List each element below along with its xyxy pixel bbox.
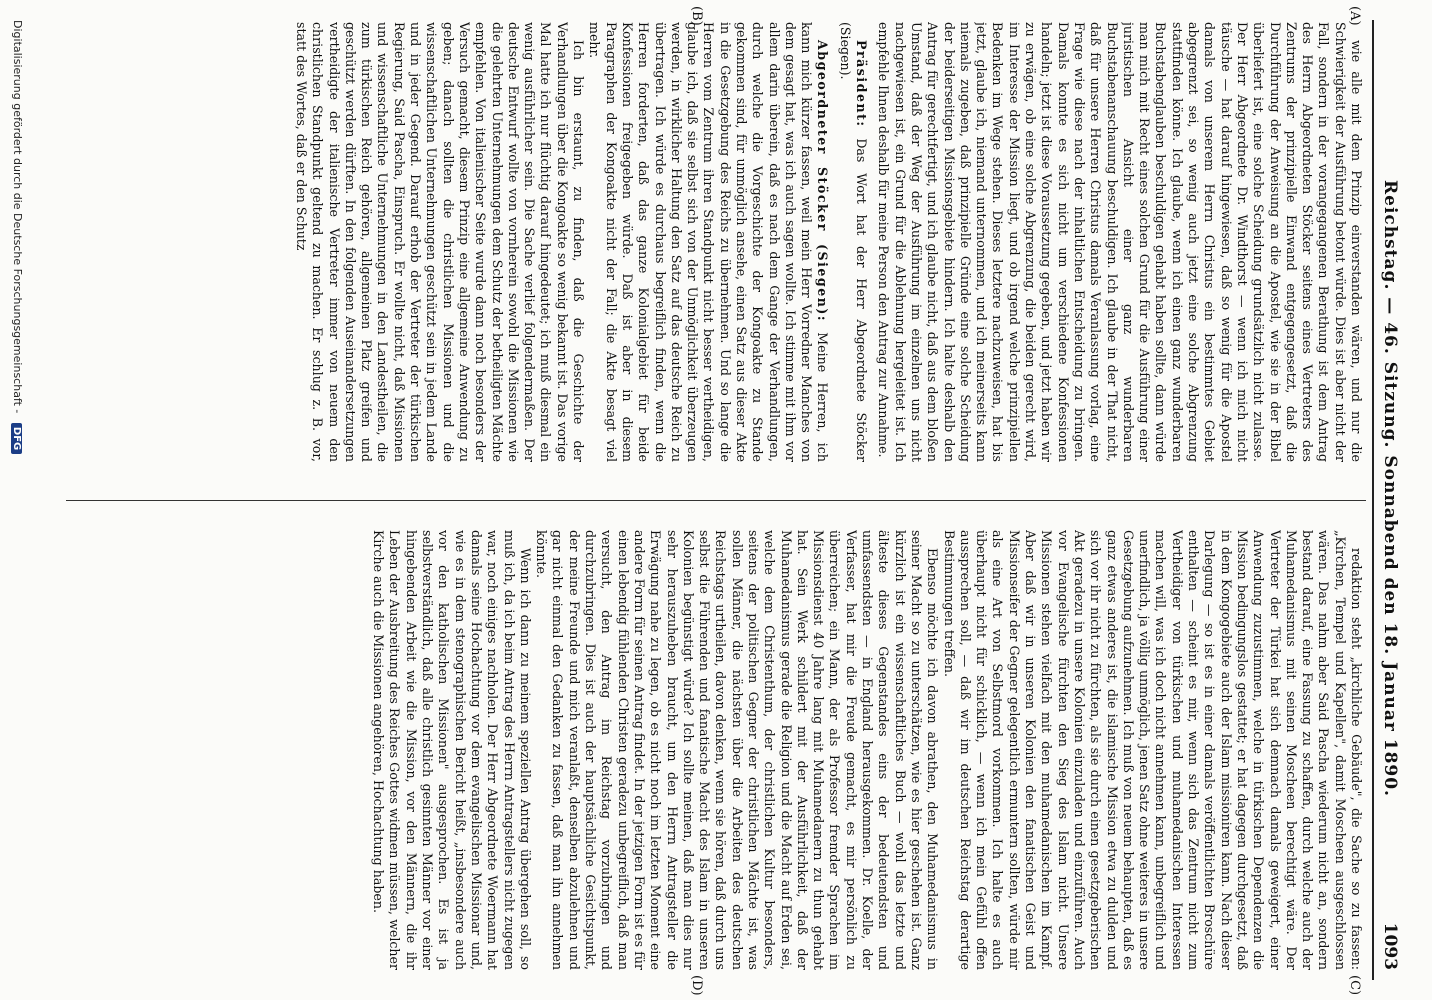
speaker-text: Meine Herren, ich kann mich kürzer fassen, weil mein Herr Vorredner Manches von dem gesagt hat, was ich auch sagen wollte. Ich stimme mit ihm vor allem darin überein, daß es nach dem Gange der Verhandlungen, durch welche die Vorgeschichte der Kongoakte zu Stande gekommen sind, für unmöglich ansehe, einen Satz aus dieser Akte in die Gesetzgebung des Reichs zu übernehmen. Und so lange die Herren vom Zentrum ihren Standpunkt nicht besser vertheidigen, glaube ich, daß sie selbst sich von der Unmöglichkeit überzeugen werden, in wirklicher Haltung den Satz auf das deutsche Reich zu übertragen. Ich würde es durchaus begreiflich finden, wenn die Herren forderten, daß das ganze Kolonialgebiet für beide Konfessionen freigegeben würde. Daß ist aber in diesem Paragraphen der Kongoakte nicht der Fall; die Akte besagt viel mehr. bbox=[587, 22, 831, 462]
page-number: 1093 bbox=[1380, 922, 1400, 970]
margin-mark-a: (A) bbox=[1347, 6, 1362, 26]
running-title: Reichstag. — 46. Sitzung. Sonnabend den 18. Januar 1890. bbox=[1380, 180, 1400, 797]
page-header bbox=[1374, 20, 1404, 980]
paragraph: Wenn ich dann zu meinem speziellen Antrag übergehen soll, so muß ich, da ich beim Antrag des Herrn Antragstellers nicht zugegen war, noch einiges nachholen. Der Herr Abgeordnete Woermann hat damals seine Hochachtung vor dem evangelischen Missionar und, wie es in dem stenographischen Bericht heißt, „insbesondere auch vor den katholischen Missionen" ausgesprochen. Es ist ja selbstverständlich, daß alle christlich gesinnten Männer vor einer hingebenden Arbeit wie die Mission, vor den Männern, die ihr Leben der Ausbreitung des Reiches Gottes widmen müssen, welcher Kirche auch die Missionen angehören, Hochachtung haben. bbox=[371, 530, 533, 970]
column-divider bbox=[66, 500, 1366, 501]
speaker-paragraph bbox=[837, 22, 870, 462]
dfg-logo: DFG bbox=[11, 423, 22, 454]
speaker-name: Abgeordneter Stöcker (Siegen): bbox=[815, 40, 831, 322]
right-column bbox=[74, 530, 1364, 970]
paragraph: Ebenso möchte ich davon abrathen, den Muhamedanismus in seiner Macht so zu unterschätzen, wie es hier geschehen ist. Ganz kürzlich ist ein wissenschaftliches Buch — wohl das letzte und älteste dieses Gegenstandes eins der bedeutendsten und umfassendsten — in England herausgekommen. Dr. Koelle, der Verfasser, hat mir die Freude gemacht, es mir persönlich zu überreichen; ein Mann, der als Professor fremder Sprachen im Missionsdienst 40 Jahre lang mit Muhamedanern zu thun gehabt hat. Sein Werk schildert mit der Ausführlichkeit, daß der Muhamedanismus gerade die Religion und die Macht auf Erden sei, welche dem Christenthum, der christlichen Kultur besonders, seitens der politischen Gegner der christlichen Mächte ist, was sollen Männer, die nächsten über die Arbeiten des deutschen Reichstags urtheilen, davon denken, wenn sie hören, daß durch uns selbst die Führenden und fanatische Macht des Islam in unseren Kolonien begünstigt würde? Ich sollte meinen, daß man dies nur sehr herauszuheben braucht, um den Herrn Antragsteller die Erwägung nahe zu legen, ob es nicht noch im letzten Moment eine andere Form für seinen Antrag findet. In der jetzigen Form ist es für einen lebendig fühlenden Christen geradezu unbegreiflich, daß man versucht, den Antrag im Reichstag vorzubringen und durchzubringen. Dies ist auch der hauptsächliche Gesichtspunkt, der meine Freunde und mich veranlaßt, denselben abzulehnen und gar nicht einmal den Gedanken zu fassen, daß man ihn annehmen könnte. bbox=[534, 530, 941, 970]
paragraph: redaktion steht „kirchliche Gebäude", die Sache so zu fassen: „Kirchen, Tempel und Kapellen", damit Moscheen ausgeschlossen wären. Das nahm aber Said Pascha wiederum nicht an, sondern bestand darauf, eine Fassung zu schaffen, durch welche auch der Muhamedanismus mit seinen Moscheen berechtigt wäre. Der Vertreter der Türkei hat sich demnach damals geweigert, einer Anwendung zuzustimmen, welche in türkischen Dependenzen die Mission bedingungslos gestattet; er hat dagegen durchgesetzt, daß in dem Kongogebiete auch der Islam missioniren kann. Nach dieser Darlegung — so ist es in einer damals veröffentlichten Broschüre enthalten — scheint es mir, wenn sich das Zentrum nicht zum Vertheidiger von türkischen und muhamedanischen Interessen machen will, was ich doch nicht annehmen kann, unbegreiflich und unerfindlich, ja völlig unmöglich, jenen Satz ohne weiteres in unsere Gesetzgebung aufzunehmen. Ich muß von neuem behaupten, daß es ganz etwas anderes ist, die islamische Mission etwa zu dulden und sich vor ihr nicht zu fürchten, als sie durch einen gesetzgeberischen Akt geradezu in unsere Kolonien einzuladen und einzuführen. Auch vor Evangelische fürchten den Sieg des Islam nicht. Unsere Missionen stehen vielfach mit den muhamedanischen im Kampf. Aber daß wir in unseren Kolonien den fanatischen Geist und Missionseifer der Gegner gelegentlich ermuntern sollten, würde mir als eine Art von Selbstmord vorkommen. Ich halte es auch überhaupt nicht für schicklich, — wenn ich mein Gefühl offen aussprechen soll, — daß wir im deutschen Reichstag derartige Bestimmungen treffen. bbox=[941, 530, 1364, 970]
paragraph: Ich bin erstaunt, zu finden, daß die Geschichte der Verhandlungen über die Kongoakte so wenig bekannt ist. Das vorige Mal hatte ich nur flüchtig darauf hingedeutet; ich muß diesmal ein wenig ausführlicher sein. Die Sache verlief folgendermaßen. Der deutsche Entwurf wollte von vornherein sowohl die Missionen wie die gelehrten Unternehmungen dem Schutz der betheiligten Mächte empfehlen. Von italienischer Seite wurde dann noch besonders der Versuch gemacht, diesem Prinzip eine allgemeine Anwendung zu geben; danach sollten die christlichen Missionen und die wissenschaftlichen Unternehmungen geschützt sein in jedem Lande und in jeder Gegend. Darauf erhob der Vertreter der türkischen Regierung, Said Pascha, Einspruch. Er wollte nicht, daß Missionen und wissenschaftliche Unternehmungen in den Landestheilen, die zum türkischen Reich gehören, allgemeinen Platz greifen und geschützt werden dürften. In den folgenden Auseinandersetzungen vertheidigte der italienische Vertreter immer von neuem den christlichen Standpunkt geltend zu machen. Er schlug z. B. vor, statt des Wortes, daß er den Schutz bbox=[294, 22, 587, 462]
speaker-paragraph bbox=[586, 22, 830, 462]
digitization-note: Digitalisierung gefördert durch die Deutsche Forschungsgemeinschaft - bbox=[11, 20, 24, 414]
margin-mark-c: (C) bbox=[1347, 975, 1362, 996]
margin-mark-d: (D) bbox=[689, 975, 704, 996]
paragraph: wie alle mit dem Prinzip einverstanden wären, und nur die Schwierigkeit der Ausführung betont würde. Dies ist aber nicht der Fall, sondern in der vorangegangenen Berathung ist dem Antrag des Herrn Abgeordneten Stöcker seitens eines Vertreters des Zentrums der prinzipielle Einwand entgegengesetzt, daß die Durchführung der Anweisung an die Apostel, wie sie in der Bibel überliefert ist, eine solche Scheidung grundsätzlich nicht zulasse. Der Herr Abgeordnete Dr. Windthorst — wenn ich mich nicht täusche — hat darauf hingewiesen, daß so wenig für die Apostel damals von unserem Herrn Christus ein bestimmtes Gebiet abgegrenzt sei, so wenig auch jetzt eine solche Abgrenzung stattfinden könne. Ich glaube, wenn ich einen ganz wunderbaren Buchstabenglauben beschuldigen gehabt haben sollte, dann würde man mich mit Recht eines solchen Grund für die Ausführung einer juristischen Ansicht einer ganz wunderbaren Buchstabenanschauung beschuldigen. Ich glaube in der That nicht, daß für unsere Herren Christus damals Veranlassung vorlag, eine Frage wie diese nach der inhaltlichen Entscheidung zu bringen. Damals konnte es sich nicht um verschiedene Konfessionen handeln; jetzt ist diese Voraussetzung gegeben, und jetzt haben wir zu erwägen, ob eine solche Abgrenzung, die beiden gerecht wird, im Interesse der Mission liegt, und ob irgend welche prinzipiellen Bedenken im Wege stehen. Dieses letztere nachzuweisen, hat bis jetzt, glaube ich, niemand unternommen, und ich meinerseits kann niemals zugeben, daß prinzipielle Gründe eine solche Scheidung der beiderseitigen Missionsgebiete hindern. Ich halte deshalb den Antrag für gerechtfertigt, und ich glaube nicht, daß aus dem bloßen Umstand, daß der Weg der Ausführung im einzelnen uns nicht nachgewiesen ist, ein Grund für die Ablehnung hergeleitet ist. Ich empfehle Ihnen deshalb für meine Person den Antrag zur Annahme. bbox=[876, 22, 1364, 462]
digitization-footer bbox=[11, 20, 24, 980]
speaker-text: Das Wort hat der Herr Abgeordnete Stöcker (Siegen). bbox=[837, 22, 870, 462]
speaker-name: Präsident: bbox=[854, 40, 870, 128]
header-rule bbox=[1372, 20, 1374, 980]
left-column bbox=[74, 22, 1364, 462]
margin-mark-b: (B) bbox=[689, 6, 704, 26]
